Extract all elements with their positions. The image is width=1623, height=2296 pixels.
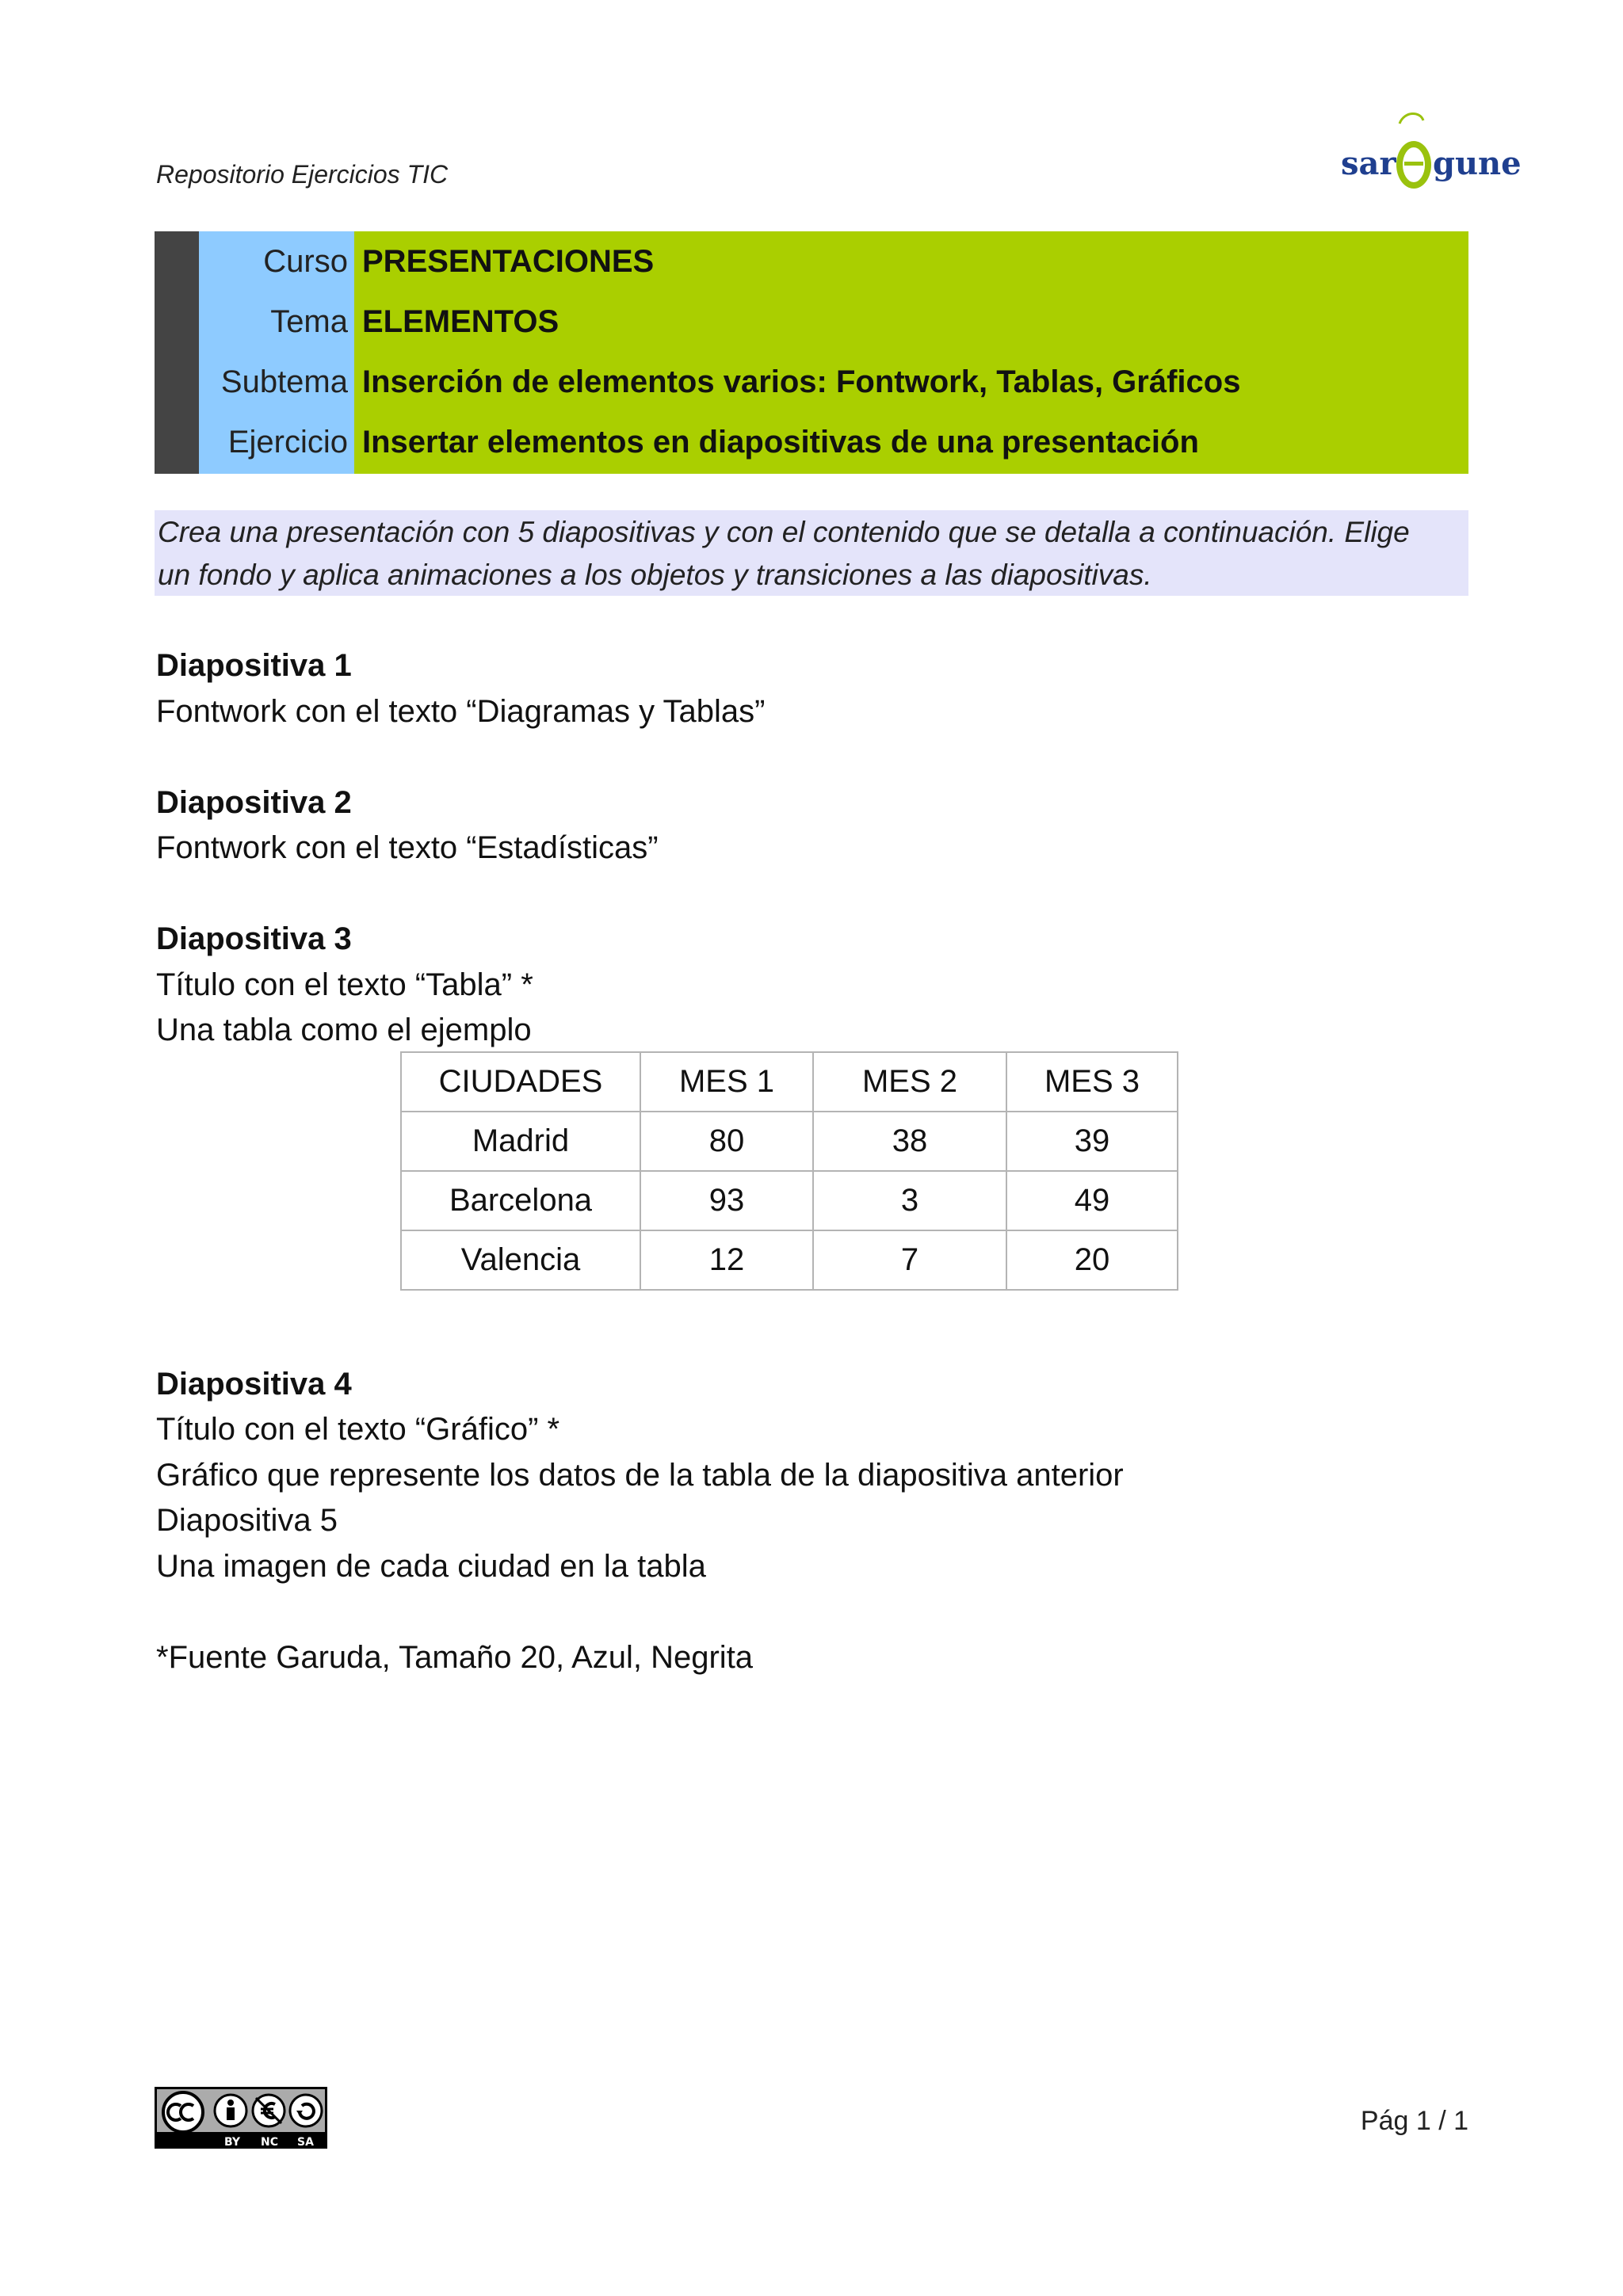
- table-header-row: [401, 1052, 1178, 1112]
- label-curso: Curso: [263, 244, 348, 279]
- slide-1-heading: Diapositiva 1: [156, 648, 352, 683]
- slide-3-text-title: Título con el texto “Tabla” *: [156, 967, 533, 1002]
- repository-title: Repositorio Ejercicios TIC: [156, 160, 449, 189]
- font-footnote: *Fuente Garuda, Tamaño 20, Azul, Negrita: [156, 1639, 754, 1675]
- logo-text-left: sar: [1341, 145, 1396, 182]
- slide-2-text: Fontwork con el texto “Estadísticas”: [156, 830, 659, 865]
- value-curso: PRESENTACIONES: [362, 244, 655, 279]
- table-cell: 12: [640, 1230, 813, 1290]
- instructions-box: [155, 510, 1468, 596]
- table-cell: Madrid: [401, 1112, 640, 1171]
- license-label-sa: SA: [297, 2136, 314, 2149]
- value-subtema: Inserción de elementos varios: Fontwork, Tablas, Gráficos: [362, 364, 1241, 399]
- license-label-by: BY: [224, 2136, 241, 2149]
- slide-4-heading: Diapositiva 4: [156, 1366, 352, 1402]
- slide-5-text: Una imagen de cada ciudad en la tabla: [156, 1548, 706, 1584]
- info-labels-column: [199, 231, 354, 474]
- slide-1-text: Fontwork con el texto “Diagramas y Tablas”: [156, 693, 766, 729]
- table-row: [401, 1230, 1178, 1290]
- noncommercial-icon: [253, 2095, 285, 2126]
- table-header-cell: MES 2: [813, 1052, 1006, 1112]
- page-number: Pág 1 / 1: [1360, 2106, 1468, 2136]
- cities-table: [400, 1051, 1178, 1291]
- info-dark-bar: [155, 231, 199, 474]
- table-cell: 80: [640, 1112, 813, 1171]
- attribution-icon: [215, 2095, 246, 2126]
- label-tema: Tema: [270, 304, 348, 339]
- table-header-cell: MES 1: [640, 1052, 813, 1112]
- license-label-nc: NC: [261, 2136, 278, 2149]
- slide-3-heading: Diapositiva 3: [156, 921, 352, 956]
- table-header-cell: CIUDADES: [401, 1052, 640, 1112]
- table-cell: 49: [1006, 1171, 1178, 1230]
- slide-3-text-table: Una tabla como el ejemplo: [156, 1013, 532, 1047]
- table-cell: Barcelona: [401, 1171, 640, 1230]
- label-subtema: Subtema: [220, 364, 348, 399]
- cc-icon: [163, 2092, 203, 2132]
- table-cell: 3: [813, 1171, 1006, 1230]
- table-header-cell: MES 3: [1006, 1052, 1178, 1112]
- info-values-column: [354, 231, 1468, 474]
- logo-text-right: gune: [1433, 145, 1522, 182]
- table-cell: 20: [1006, 1230, 1178, 1290]
- creative-commons-badge: [155, 2087, 327, 2149]
- exercise-info-block: [155, 231, 1468, 474]
- instructions-line-1: Crea una presentación con 5 diapositivas y con el contenido que se detalla a continuación. Elige: [158, 516, 1410, 548]
- slide-5-heading: Diapositiva 5: [156, 1503, 338, 1538]
- value-tema: ELEMENTOS: [362, 304, 559, 339]
- slide-2-heading: Diapositiva 2: [156, 784, 352, 820]
- table-row: [401, 1171, 1178, 1230]
- table-cell: 7: [813, 1230, 1006, 1290]
- slide-4-text-chart: Gráfico que represente los datos de la tabla de la diapositiva anterior: [156, 1457, 1124, 1493]
- label-ejercicio: Ejercicio: [227, 425, 348, 460]
- instructions-line-2: un fondo y aplica animaciones a los objetos y transiciones a las diapositivas.: [158, 559, 1152, 591]
- table-cell: 93: [640, 1171, 813, 1230]
- mouse-icon: [1396, 113, 1431, 189]
- table-cell: 39: [1006, 1112, 1178, 1171]
- table-cell: Valencia: [401, 1230, 640, 1290]
- sharealike-icon: [290, 2095, 322, 2126]
- saregune-logo: [1338, 109, 1522, 198]
- table-row: [401, 1112, 1178, 1171]
- table-cell: 38: [813, 1112, 1006, 1171]
- slide-4-text-title: Título con el texto “Gráfico” *: [156, 1412, 560, 1447]
- value-ejercicio: Insertar elementos en diapositivas de una presentación: [362, 425, 1199, 460]
